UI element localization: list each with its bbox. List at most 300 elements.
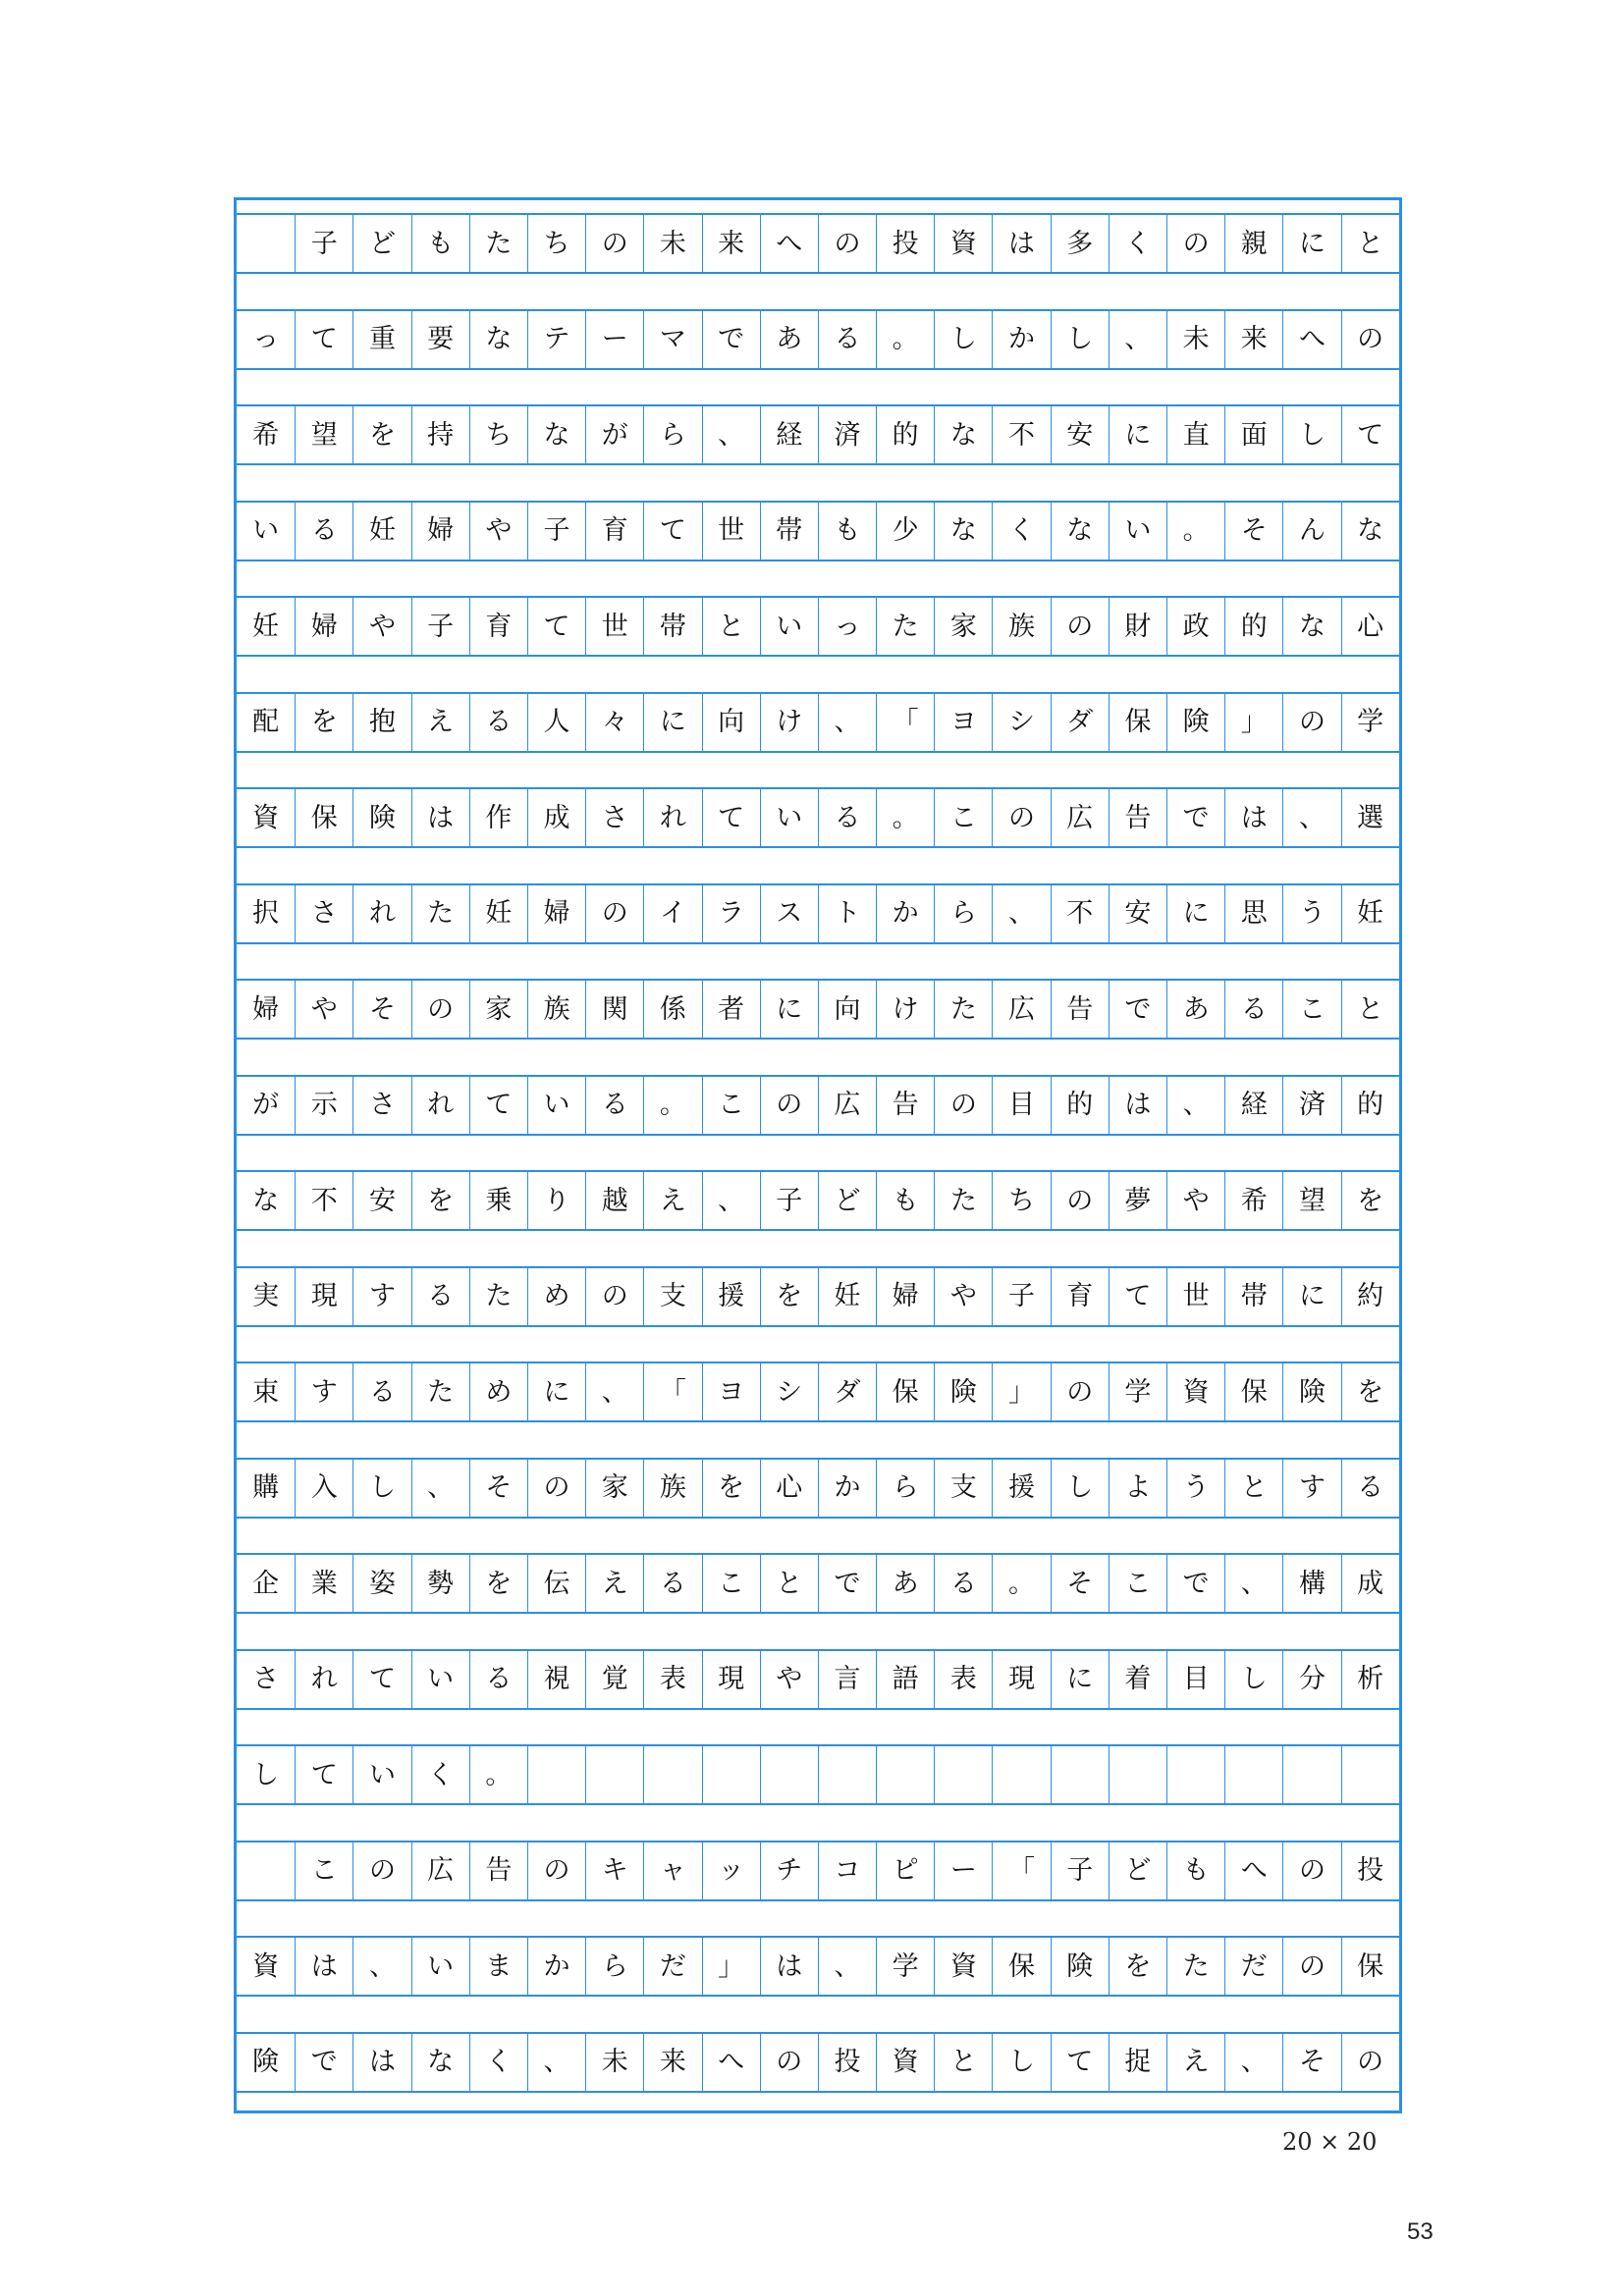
manuscript-cell bbox=[992, 1746, 1050, 1803]
manuscript-cell: 、 bbox=[1224, 1555, 1282, 1612]
manuscript-cell: や bbox=[295, 981, 352, 1038]
manuscript-cell: 経 bbox=[760, 406, 818, 463]
manuscript-row bbox=[237, 1553, 1399, 1614]
manuscript-cell: ラ bbox=[702, 885, 760, 942]
manuscript-cell: に bbox=[1166, 885, 1224, 942]
manuscript-cell: 、 bbox=[527, 2034, 585, 2091]
manuscript-cell: 家 bbox=[469, 981, 527, 1038]
manuscript-cell: こ bbox=[702, 1077, 760, 1134]
manuscript-cell: ス bbox=[760, 885, 818, 942]
manuscript-row bbox=[237, 883, 1399, 944]
manuscript-cell: 、 bbox=[1282, 789, 1340, 846]
manuscript-cell: に bbox=[527, 1363, 585, 1420]
manuscript-cell: ら bbox=[876, 1460, 934, 1517]
manuscript-cell: は bbox=[411, 789, 469, 846]
manuscript-cell: く bbox=[411, 1746, 469, 1803]
manuscript-cell bbox=[1224, 1746, 1282, 1803]
manuscript-cell: 入 bbox=[295, 1460, 352, 1517]
manuscript-cell: 告 bbox=[469, 1842, 527, 1899]
manuscript-cell: 族 bbox=[992, 598, 1050, 655]
manuscript-cell bbox=[237, 1842, 295, 1899]
manuscript-cell: 資 bbox=[252, 1950, 280, 1982]
manuscript-cell: 抱 bbox=[352, 694, 410, 751]
manuscript-cell: 、 bbox=[1109, 311, 1166, 368]
manuscript-cell: 子 bbox=[295, 215, 352, 272]
manuscript-cell: へ bbox=[702, 2034, 760, 2091]
manuscript-cell: コ bbox=[818, 1842, 876, 1899]
manuscript-cell: め bbox=[469, 1363, 527, 1420]
manuscript-cell: 、 bbox=[352, 1938, 410, 1995]
manuscript-cell bbox=[934, 1746, 992, 1803]
manuscript-grid bbox=[234, 197, 1402, 2113]
manuscript-cell: る bbox=[469, 1651, 527, 1708]
manuscript-cell: け bbox=[760, 694, 818, 751]
manuscript-cell: た bbox=[934, 1172, 992, 1229]
manuscript-cell: の bbox=[1341, 311, 1399, 368]
manuscript-cell: く bbox=[469, 2034, 527, 2091]
manuscript-cell bbox=[643, 1746, 701, 1803]
manuscript-cell: 子 bbox=[760, 1172, 818, 1229]
manuscript-cell: の bbox=[1282, 1842, 1340, 1899]
manuscript-cell: 来 bbox=[702, 215, 760, 272]
manuscript-cell: 未 bbox=[643, 215, 701, 272]
manuscript-cell: 妊 bbox=[818, 1268, 876, 1325]
manuscript-cell: 配 bbox=[252, 707, 280, 737]
manuscript-cell: を bbox=[295, 694, 352, 751]
manuscript-cell: 告 bbox=[1051, 981, 1109, 1038]
manuscript-cell: の bbox=[1051, 598, 1109, 655]
manuscript-cell: 族 bbox=[643, 1460, 701, 1517]
manuscript-cell: へ bbox=[760, 215, 818, 272]
manuscript-row bbox=[237, 309, 1399, 370]
manuscript-cell: ら bbox=[585, 1938, 643, 1995]
manuscript-cell: て bbox=[469, 1077, 527, 1134]
manuscript-cell: ち bbox=[992, 1172, 1050, 1229]
manuscript-cell: す bbox=[1282, 1460, 1340, 1517]
manuscript-cell: 選 bbox=[1341, 789, 1399, 846]
manuscript-cell: 係 bbox=[643, 981, 701, 1038]
manuscript-cell: い bbox=[252, 515, 280, 546]
manuscript-cell: の bbox=[1051, 1363, 1109, 1420]
manuscript-cell: て bbox=[643, 503, 701, 560]
manuscript-cell: 示 bbox=[295, 1077, 352, 1134]
manuscript-cell: 伝 bbox=[527, 1555, 585, 1612]
manuscript-cell: は bbox=[1224, 789, 1282, 846]
manuscript-cell: く bbox=[1109, 215, 1166, 272]
manuscript-cell: ま bbox=[469, 1938, 527, 1995]
manuscript-cell: 険 bbox=[252, 2047, 280, 2077]
manuscript-cell: ダ bbox=[1051, 694, 1109, 751]
manuscript-cell: ち bbox=[527, 215, 585, 272]
manuscript-cell: を bbox=[1109, 1938, 1166, 1995]
manuscript-cell: 保 bbox=[1109, 694, 1166, 751]
manuscript-cell: 未 bbox=[585, 2034, 643, 2091]
manuscript-cell: 妊 bbox=[352, 503, 410, 560]
manuscript-cell: 心 bbox=[1341, 598, 1399, 655]
manuscript-cell: や bbox=[1166, 1172, 1224, 1229]
manuscript-cell: え bbox=[585, 1555, 643, 1612]
manuscript-cell: す bbox=[352, 1268, 410, 1325]
manuscript-cell: 。 bbox=[992, 1555, 1050, 1612]
manuscript-cell: は bbox=[760, 1938, 818, 1995]
manuscript-cell: ー bbox=[934, 1842, 992, 1899]
manuscript-cell: 育 bbox=[585, 503, 643, 560]
manuscript-cell: り bbox=[527, 1172, 585, 1229]
manuscript-cell: 、 bbox=[702, 1172, 760, 1229]
manuscript-cell: シ bbox=[992, 694, 1050, 751]
manuscript-cell bbox=[760, 1746, 818, 1803]
manuscript-row bbox=[237, 1841, 1399, 1901]
manuscript-cell: 重 bbox=[352, 311, 410, 368]
manuscript-cell: 面 bbox=[1224, 406, 1282, 463]
manuscript-cell: る bbox=[411, 1268, 469, 1325]
manuscript-cell: 保 bbox=[1341, 1938, 1399, 1995]
manuscript-cell: 「 bbox=[992, 1842, 1050, 1899]
manuscript-cell: 険 bbox=[352, 789, 410, 846]
manuscript-cell: う bbox=[1282, 885, 1340, 942]
manuscript-cell: ッ bbox=[702, 1842, 760, 1899]
manuscript-cell: し bbox=[1282, 406, 1340, 463]
manuscript-cell: シ bbox=[760, 1363, 818, 1420]
manuscript-cell: 資 bbox=[1166, 1363, 1224, 1420]
manuscript-cell: あ bbox=[760, 311, 818, 368]
manuscript-cell: し bbox=[934, 311, 992, 368]
manuscript-cell: と bbox=[1341, 981, 1399, 1038]
manuscript-cell: さ bbox=[252, 1664, 280, 1694]
manuscript-cell: を bbox=[411, 1172, 469, 1229]
manuscript-cell: 婦 bbox=[411, 503, 469, 560]
manuscript-cell: な bbox=[934, 406, 992, 463]
manuscript-cell bbox=[818, 1746, 876, 1803]
manuscript-cell: 持 bbox=[411, 406, 469, 463]
manuscript-cell: と bbox=[760, 1555, 818, 1612]
manuscript-cell: 実 bbox=[252, 1281, 280, 1311]
manuscript-cell: か bbox=[818, 1460, 876, 1517]
manuscript-cell: 目 bbox=[1166, 1651, 1224, 1708]
manuscript-cell: 資 bbox=[934, 1938, 992, 1995]
manuscript-cell: さ bbox=[585, 789, 643, 846]
manuscript-cell: 夢 bbox=[1109, 1172, 1166, 1229]
manuscript-cell: 乗 bbox=[469, 1172, 527, 1229]
manuscript-cell: 学 bbox=[1341, 694, 1399, 751]
manuscript-row bbox=[237, 1458, 1399, 1519]
manuscript-cell: 覚 bbox=[585, 1651, 643, 1708]
manuscript-row bbox=[237, 213, 1399, 274]
manuscript-cell: 援 bbox=[992, 1460, 1050, 1517]
manuscript-cell: を bbox=[469, 1555, 527, 1612]
manuscript-cell: 学 bbox=[876, 1938, 934, 1995]
manuscript-cell: を bbox=[352, 406, 410, 463]
manuscript-cell: テ bbox=[527, 311, 585, 368]
manuscript-cell: を bbox=[1341, 1363, 1399, 1420]
manuscript-cell: 。 bbox=[876, 789, 934, 846]
manuscript-cell: も bbox=[411, 215, 469, 272]
manuscript-cell: 妊 bbox=[469, 885, 527, 942]
manuscript-cell: 険 bbox=[1051, 1938, 1109, 1995]
manuscript-cell: の bbox=[818, 215, 876, 272]
manuscript-cell: で bbox=[295, 2034, 352, 2091]
manuscript-cell: の bbox=[585, 1268, 643, 1325]
manuscript-cell: と bbox=[702, 598, 760, 655]
manuscript-cell: 来 bbox=[1224, 311, 1282, 368]
manuscript-cell: 保 bbox=[1224, 1363, 1282, 1420]
manuscript-cell: な bbox=[1051, 503, 1109, 560]
manuscript-cell: 未 bbox=[1166, 311, 1224, 368]
manuscript-cell: っ bbox=[252, 324, 280, 354]
manuscript-row bbox=[237, 1744, 1399, 1805]
manuscript-cell: が bbox=[252, 1090, 280, 1120]
manuscript-cell: さ bbox=[295, 885, 352, 942]
manuscript-cell: マ bbox=[643, 311, 701, 368]
manuscript-cell: の bbox=[760, 1077, 818, 1134]
manuscript-cell: 択 bbox=[252, 898, 280, 929]
manuscript-cell: て bbox=[1109, 1268, 1166, 1325]
manuscript-cell: 表 bbox=[934, 1651, 992, 1708]
manuscript-cell: の bbox=[411, 981, 469, 1038]
manuscript-row bbox=[237, 501, 1399, 561]
manuscript-cell: 資 bbox=[934, 215, 992, 272]
manuscript-cell: に bbox=[1109, 406, 1166, 463]
manuscript-row bbox=[237, 1075, 1399, 1136]
manuscript-cell: だ bbox=[643, 1938, 701, 1995]
manuscript-cell: 支 bbox=[934, 1460, 992, 1517]
manuscript-cell: 的 bbox=[1051, 1077, 1109, 1134]
manuscript-cell: 、 bbox=[1166, 1077, 1224, 1134]
manuscript-cell: 者 bbox=[702, 981, 760, 1038]
manuscript-cell: よ bbox=[1109, 1460, 1166, 1517]
manuscript-cell: 捉 bbox=[1109, 2034, 1166, 2091]
manuscript-cell: 勢 bbox=[411, 1555, 469, 1612]
manuscript-cell: 婦 bbox=[295, 598, 352, 655]
manuscript-cell: か bbox=[992, 311, 1050, 368]
manuscript-cell: で bbox=[1166, 1555, 1224, 1612]
manuscript-cell: 約 bbox=[1341, 1268, 1399, 1325]
manuscript-cell: 思 bbox=[1224, 885, 1282, 942]
manuscript-cell: さ bbox=[352, 1077, 410, 1134]
manuscript-cell: 言 bbox=[818, 1651, 876, 1708]
manuscript-cell: か bbox=[876, 885, 934, 942]
manuscript-row bbox=[237, 1170, 1399, 1231]
manuscript-cell: 家 bbox=[585, 1460, 643, 1517]
manuscript-cell: ャ bbox=[643, 1842, 701, 1899]
manuscript-cell: な bbox=[469, 311, 527, 368]
manuscript-cell: し bbox=[1051, 311, 1109, 368]
manuscript-cell: 向 bbox=[702, 694, 760, 751]
manuscript-cell: 帯 bbox=[1224, 1268, 1282, 1325]
manuscript-cell: 保 bbox=[992, 1938, 1050, 1995]
manuscript-cell: 妊 bbox=[252, 611, 280, 642]
manuscript-cell: え bbox=[643, 1172, 701, 1229]
manuscript-row bbox=[237, 596, 1399, 657]
manuscript-row bbox=[237, 979, 1399, 1040]
manuscript-cell: こ bbox=[295, 1842, 352, 1899]
manuscript-cell: 経 bbox=[1224, 1077, 1282, 1134]
manuscript-cell: の bbox=[527, 1842, 585, 1899]
manuscript-cell: 妊 bbox=[1341, 885, 1399, 942]
manuscript-cell: イ bbox=[643, 885, 701, 942]
manuscript-cell: 望 bbox=[1282, 1172, 1340, 1229]
manuscript-cell: 不 bbox=[295, 1172, 352, 1229]
manuscript-cell: 成 bbox=[1341, 1555, 1399, 1612]
manuscript-cell: 育 bbox=[1051, 1268, 1109, 1325]
manuscript-cell: 学 bbox=[1109, 1363, 1166, 1420]
manuscript-cell: 婦 bbox=[876, 1268, 934, 1325]
manuscript-cell: し bbox=[352, 1460, 410, 1517]
manuscript-cell: チ bbox=[760, 1842, 818, 1899]
manuscript-cell: 的 bbox=[876, 406, 934, 463]
manuscript-cell: る bbox=[295, 503, 352, 560]
manuscript-cell: に bbox=[1282, 215, 1340, 272]
manuscript-cell: い bbox=[411, 1938, 469, 1995]
manuscript-cell: 、 bbox=[1224, 2034, 1282, 2091]
manuscript-cell: る bbox=[934, 1555, 992, 1612]
manuscript-cell: 支 bbox=[643, 1268, 701, 1325]
manuscript-cell: そ bbox=[352, 981, 410, 1038]
manuscript-cell: ら bbox=[934, 885, 992, 942]
manuscript-cell: 不 bbox=[992, 406, 1050, 463]
manuscript-cell: る bbox=[1341, 1460, 1399, 1517]
manuscript-cell: い bbox=[760, 598, 818, 655]
manuscript-cell: の bbox=[1166, 215, 1224, 272]
manuscript-cell: 子 bbox=[992, 1268, 1050, 1325]
manuscript-cell bbox=[1166, 1746, 1224, 1803]
manuscript-cell: れ bbox=[295, 1651, 352, 1708]
manuscript-cell: 構 bbox=[1282, 1555, 1340, 1612]
manuscript-row bbox=[237, 1362, 1399, 1422]
manuscript-cell: め bbox=[527, 1268, 585, 1325]
manuscript-cell: の bbox=[992, 789, 1050, 846]
manuscript-cell: 広 bbox=[411, 1842, 469, 1899]
manuscript-cell: 親 bbox=[1224, 215, 1282, 272]
manuscript-cell bbox=[1109, 1746, 1166, 1803]
manuscript-cell bbox=[237, 215, 295, 272]
manuscript-cell: る bbox=[818, 789, 876, 846]
manuscript-cell: の bbox=[1282, 1938, 1340, 1995]
manuscript-cell: て bbox=[1341, 406, 1399, 463]
manuscript-cell: 婦 bbox=[252, 993, 280, 1025]
manuscript-cell bbox=[1282, 1746, 1340, 1803]
manuscript-cell: 告 bbox=[1109, 789, 1166, 846]
manuscript-cell: 。 bbox=[1166, 503, 1224, 560]
manuscript-cell: 安 bbox=[1051, 406, 1109, 463]
manuscript-cell: 険 bbox=[1282, 1363, 1340, 1420]
manuscript-cell: 要 bbox=[411, 311, 469, 368]
manuscript-cell: 直 bbox=[1166, 406, 1224, 463]
manuscript-cell: し bbox=[1051, 1460, 1109, 1517]
manuscript-cell: 。 bbox=[469, 1746, 527, 1803]
manuscript-cell: 告 bbox=[876, 1077, 934, 1134]
manuscript-row bbox=[237, 404, 1399, 465]
manuscript-cell: く bbox=[992, 503, 1050, 560]
manuscript-cell: の bbox=[585, 215, 643, 272]
manuscript-cell: る bbox=[585, 1077, 643, 1134]
manuscript-cell: 済 bbox=[1282, 1077, 1340, 1134]
manuscript-cell: に bbox=[1282, 1268, 1340, 1325]
manuscript-cell: そ bbox=[1224, 503, 1282, 560]
manuscript-cell: ヨ bbox=[934, 694, 992, 751]
manuscript-cell: し bbox=[1224, 1651, 1282, 1708]
manuscript-cell: 族 bbox=[527, 981, 585, 1038]
manuscript-cell: ち bbox=[469, 406, 527, 463]
manuscript-cell: て bbox=[1051, 2034, 1109, 2091]
manuscript-cell: の bbox=[1051, 1172, 1109, 1229]
manuscript-row bbox=[237, 787, 1399, 848]
manuscript-cell: が bbox=[585, 406, 643, 463]
manuscript-cell: 希 bbox=[1224, 1172, 1282, 1229]
manuscript-cell: 帯 bbox=[643, 598, 701, 655]
manuscript-cell: た bbox=[934, 981, 992, 1038]
manuscript-row bbox=[237, 1266, 1399, 1327]
manuscript-cell: ト bbox=[818, 885, 876, 942]
manuscript-cell: 子 bbox=[1051, 1842, 1109, 1899]
manuscript-cell: て bbox=[295, 311, 352, 368]
manuscript-cell: 安 bbox=[1109, 885, 1166, 942]
manuscript-cell: い bbox=[411, 1651, 469, 1708]
manuscript-cell: し bbox=[252, 1759, 280, 1790]
manuscript-cell: そ bbox=[1282, 2034, 1340, 2091]
manuscript-cell: た bbox=[876, 598, 934, 655]
manuscript-cell: 越 bbox=[585, 1172, 643, 1229]
manuscript-cell: た bbox=[469, 1268, 527, 1325]
manuscript-cell bbox=[876, 1746, 934, 1803]
manuscript-cell: 世 bbox=[1166, 1268, 1224, 1325]
manuscript-row bbox=[237, 1936, 1399, 1997]
manuscript-cell: た bbox=[1166, 1938, 1224, 1995]
manuscript-cell: 語 bbox=[876, 1651, 934, 1708]
manuscript-cell: 保 bbox=[876, 1363, 934, 1420]
manuscript-cell: キ bbox=[585, 1842, 643, 1899]
manuscript-cell: 分 bbox=[1282, 1651, 1340, 1708]
manuscript-cell: た bbox=[411, 885, 469, 942]
manuscript-cell: え bbox=[411, 694, 469, 751]
manuscript-cell: 済 bbox=[818, 406, 876, 463]
manuscript-cell: 少 bbox=[876, 503, 934, 560]
manuscript-cell: れ bbox=[643, 789, 701, 846]
manuscript-cell: 視 bbox=[527, 1651, 585, 1708]
manuscript-cell: 。 bbox=[643, 1077, 701, 1134]
manuscript-cell: 子 bbox=[411, 598, 469, 655]
manuscript-cell: 購 bbox=[252, 1472, 280, 1503]
manuscript-cell: な bbox=[1282, 598, 1340, 655]
manuscript-cell: こ bbox=[1109, 1555, 1166, 1612]
manuscript-cell: う bbox=[1166, 1460, 1224, 1517]
manuscript-cell: 業 bbox=[295, 1555, 352, 1612]
manuscript-cell: 作 bbox=[469, 789, 527, 846]
manuscript-cell: い bbox=[352, 1746, 410, 1803]
manuscript-cell: 的 bbox=[1341, 1077, 1399, 1134]
manuscript-cell: 財 bbox=[1109, 598, 1166, 655]
manuscript-cell: な bbox=[252, 1185, 280, 1216]
manuscript-cell: れ bbox=[411, 1077, 469, 1134]
manuscript-cell: の bbox=[352, 1842, 410, 1899]
manuscript-cell: け bbox=[876, 981, 934, 1038]
manuscript-cell: 」 bbox=[992, 1363, 1050, 1420]
manuscript-cell: ー bbox=[585, 311, 643, 368]
manuscript-row bbox=[237, 692, 1399, 753]
manuscript-cell: る bbox=[1224, 981, 1282, 1038]
manuscript-cell: 希 bbox=[252, 419, 280, 451]
manuscript-cell: で bbox=[1109, 981, 1166, 1038]
manuscript-cell: 安 bbox=[352, 1172, 410, 1229]
manuscript-cell: 現 bbox=[702, 1651, 760, 1708]
manuscript-cell: れ bbox=[352, 885, 410, 942]
manuscript-cell: 、 bbox=[992, 885, 1050, 942]
manuscript-cell: て bbox=[702, 789, 760, 846]
manuscript-cell: 帯 bbox=[760, 503, 818, 560]
manuscript-cell: 、 bbox=[818, 1938, 876, 1995]
manuscript-cell: ヨ bbox=[702, 1363, 760, 1420]
manuscript-cell: と bbox=[934, 2034, 992, 2091]
